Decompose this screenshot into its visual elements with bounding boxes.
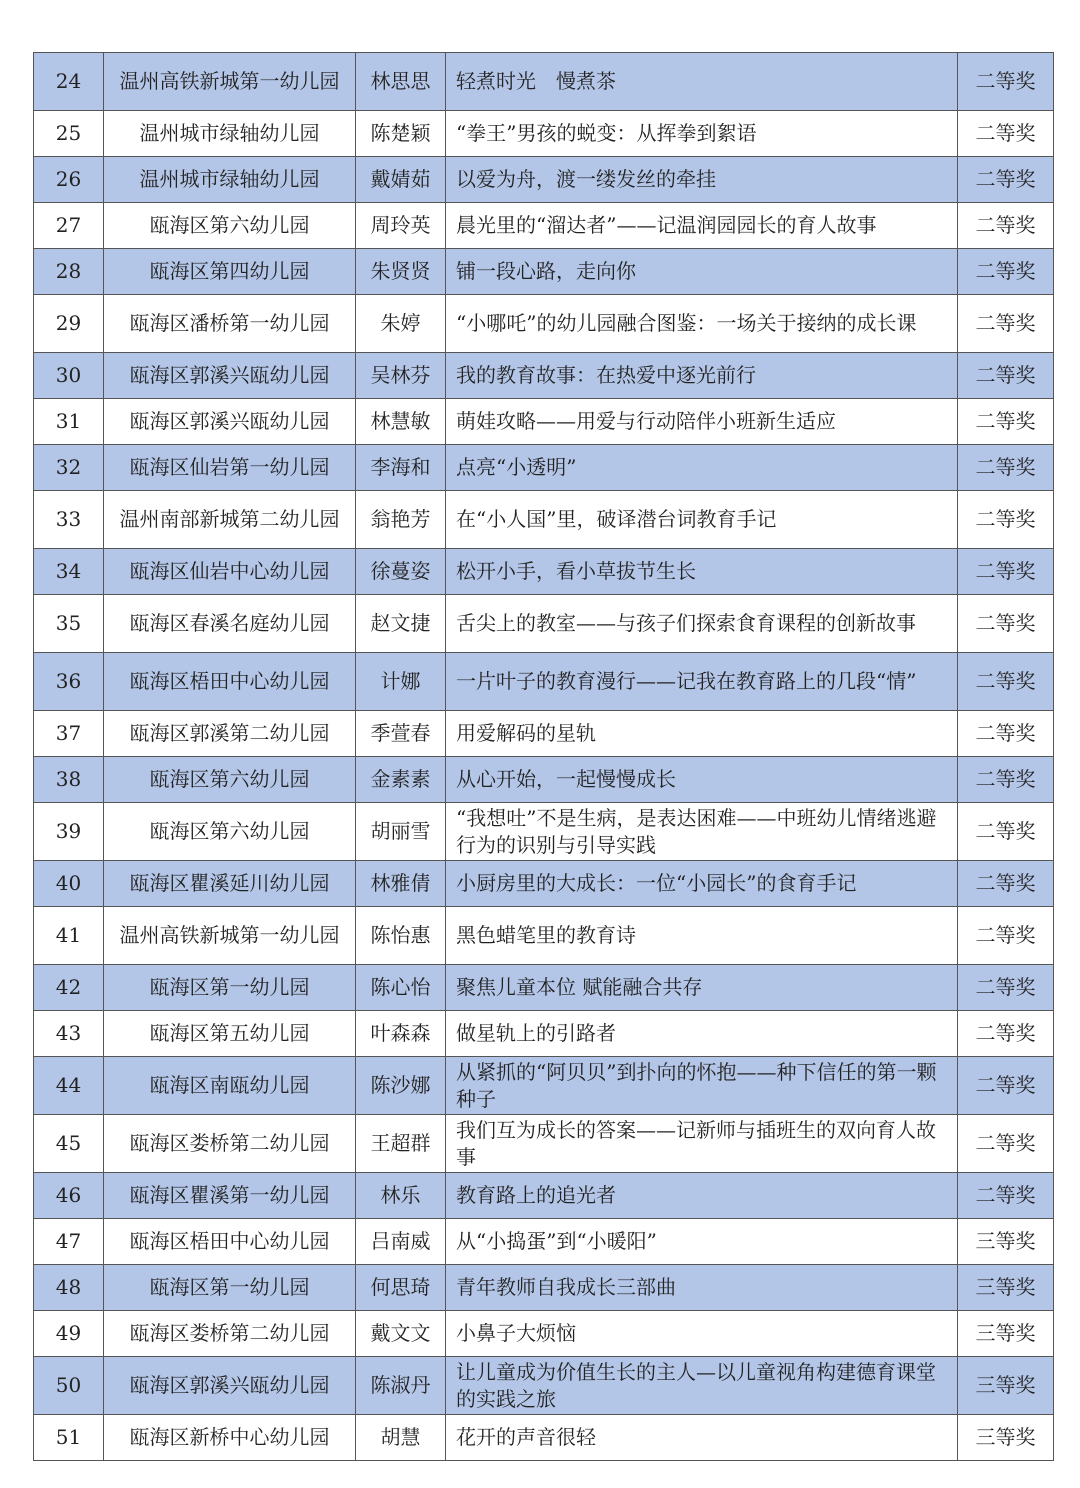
teacher-name: 林慧敏 xyxy=(356,399,446,445)
table-row xyxy=(34,1265,1054,1311)
teacher-name: 陈心怡 xyxy=(356,965,446,1011)
story-title: 以爱为舟，渡一缕发丝的牵挂 xyxy=(446,157,958,203)
school-name: 瓯海区第一幼儿园 xyxy=(104,1265,356,1311)
award-level: 三等奖 xyxy=(958,1311,1054,1357)
row-number: 43 xyxy=(34,1011,104,1057)
row-number: 26 xyxy=(34,157,104,203)
table-row xyxy=(34,1415,1054,1461)
table-row xyxy=(34,711,1054,757)
awards-table-body xyxy=(34,53,1054,1461)
table-row xyxy=(34,595,1054,653)
school-name: 瓯海区仙岩中心幼儿园 xyxy=(104,549,356,595)
row-number: 27 xyxy=(34,203,104,249)
teacher-name: 陈楚颖 xyxy=(356,111,446,157)
row-number: 28 xyxy=(34,249,104,295)
story-title: 轻煮时光 慢煮茶 xyxy=(446,53,958,111)
teacher-name: 吴林芬 xyxy=(356,353,446,399)
story-title: 用爱解码的星轨 xyxy=(446,711,958,757)
story-title: 一片叶子的教育漫行——记我在教育路上的几段“情” xyxy=(446,653,958,711)
story-title: 铺一段心路，走向你 xyxy=(446,249,958,295)
award-level: 二等奖 xyxy=(958,595,1054,653)
story-title: “我想吐”不是生病，是表达困难——中班幼儿情绪逃避行为的识别与引导实践 xyxy=(446,803,958,861)
award-level: 二等奖 xyxy=(958,295,1054,353)
school-name: 瓯海区郭溪兴瓯幼儿园 xyxy=(104,1357,356,1415)
school-name: 瓯海区南瓯幼儿园 xyxy=(104,1057,356,1115)
row-number: 29 xyxy=(34,295,104,353)
teacher-name: 戴婧茹 xyxy=(356,157,446,203)
award-level: 二等奖 xyxy=(958,445,1054,491)
table-row xyxy=(34,445,1054,491)
table-row xyxy=(34,1173,1054,1219)
row-number: 31 xyxy=(34,399,104,445)
row-number: 35 xyxy=(34,595,104,653)
teacher-name: 林思思 xyxy=(356,53,446,111)
table-row xyxy=(34,491,1054,549)
table-row xyxy=(34,965,1054,1011)
award-level: 二等奖 xyxy=(958,491,1054,549)
story-title: 从“小捣蛋”到“小暖阳” xyxy=(446,1219,958,1265)
row-number: 46 xyxy=(34,1173,104,1219)
awards-table xyxy=(33,52,1054,1461)
teacher-name: 周玲英 xyxy=(356,203,446,249)
award-level: 二等奖 xyxy=(958,1115,1054,1173)
row-number: 47 xyxy=(34,1219,104,1265)
teacher-name: 计娜 xyxy=(356,653,446,711)
award-level: 三等奖 xyxy=(958,1357,1054,1415)
award-level: 三等奖 xyxy=(958,1219,1054,1265)
award-level: 二等奖 xyxy=(958,157,1054,203)
teacher-name: 季萱春 xyxy=(356,711,446,757)
school-name: 瓯海区梧田中心幼儿园 xyxy=(104,653,356,711)
school-name: 瓯海区第一幼儿园 xyxy=(104,965,356,1011)
award-level: 二等奖 xyxy=(958,249,1054,295)
row-number: 45 xyxy=(34,1115,104,1173)
school-name: 瓯海区娄桥第二幼儿园 xyxy=(104,1311,356,1357)
story-title: 松开小手，看小草拔节生长 xyxy=(446,549,958,595)
teacher-name: 王超群 xyxy=(356,1115,446,1173)
row-number: 32 xyxy=(34,445,104,491)
school-name: 温州城市绿轴幼儿园 xyxy=(104,111,356,157)
teacher-name: 何思琦 xyxy=(356,1265,446,1311)
school-name: 瓯海区仙岩第一幼儿园 xyxy=(104,445,356,491)
teacher-name: 陈沙娜 xyxy=(356,1057,446,1115)
teacher-name: 陈怡惠 xyxy=(356,907,446,965)
school-name: 瓯海区郭溪兴瓯幼儿园 xyxy=(104,399,356,445)
table-row xyxy=(34,1219,1054,1265)
school-name: 瓯海区第六幼儿园 xyxy=(104,803,356,861)
story-title: 萌娃攻略——用爱与行动陪伴小班新生适应 xyxy=(446,399,958,445)
story-title: 舌尖上的教室——与孩子们探索食育课程的创新故事 xyxy=(446,595,958,653)
school-name: 瓯海区潘桥第一幼儿园 xyxy=(104,295,356,353)
school-name: 瓯海区梧田中心幼儿园 xyxy=(104,1219,356,1265)
school-name: 温州南部新城第二幼儿园 xyxy=(104,491,356,549)
award-level: 二等奖 xyxy=(958,1057,1054,1115)
award-level: 二等奖 xyxy=(958,653,1054,711)
table-row xyxy=(34,1357,1054,1415)
row-number: 30 xyxy=(34,353,104,399)
table-row xyxy=(34,1011,1054,1057)
teacher-name: 赵文捷 xyxy=(356,595,446,653)
table-row xyxy=(34,295,1054,353)
teacher-name: 徐蔓姿 xyxy=(356,549,446,595)
table-row xyxy=(34,907,1054,965)
school-name: 瓯海区第四幼儿园 xyxy=(104,249,356,295)
story-title: 教育路上的追光者 xyxy=(446,1173,958,1219)
school-name: 瓯海区第六幼儿园 xyxy=(104,757,356,803)
row-number: 41 xyxy=(34,907,104,965)
story-title: 小鼻子大烦恼 xyxy=(446,1311,958,1357)
story-title: 青年教师自我成长三部曲 xyxy=(446,1265,958,1311)
award-level: 二等奖 xyxy=(958,353,1054,399)
story-title: 聚焦儿童本位 赋能融合共存 xyxy=(446,965,958,1011)
school-name: 瓯海区第五幼儿园 xyxy=(104,1011,356,1057)
award-level: 二等奖 xyxy=(958,803,1054,861)
row-number: 38 xyxy=(34,757,104,803)
row-number: 51 xyxy=(34,1415,104,1461)
table-row xyxy=(34,203,1054,249)
award-level: 二等奖 xyxy=(958,1173,1054,1219)
story-title: 从心开始，一起慢慢成长 xyxy=(446,757,958,803)
table-row xyxy=(34,353,1054,399)
story-title: 我的教育故事：在热爱中逐光前行 xyxy=(446,353,958,399)
story-title: 从紧抓的“阿贝贝”到扑向的怀抱——种下信任的第一颗种子 xyxy=(446,1057,958,1115)
award-level: 二等奖 xyxy=(958,711,1054,757)
award-level: 二等奖 xyxy=(958,399,1054,445)
table-row xyxy=(34,249,1054,295)
row-number: 40 xyxy=(34,861,104,907)
school-name: 瓯海区娄桥第二幼儿园 xyxy=(104,1115,356,1173)
row-number: 24 xyxy=(34,53,104,111)
teacher-name: 叶森森 xyxy=(356,1011,446,1057)
school-name: 瓯海区新桥中心幼儿园 xyxy=(104,1415,356,1461)
award-level: 二等奖 xyxy=(958,965,1054,1011)
teacher-name: 朱婷 xyxy=(356,295,446,353)
award-level: 二等奖 xyxy=(958,757,1054,803)
award-level: 二等奖 xyxy=(958,907,1054,965)
story-title: “小哪吒”的幼儿园融合图鉴：一场关于接纳的成长课 xyxy=(446,295,958,353)
school-name: 瓯海区春溪名庭幼儿园 xyxy=(104,595,356,653)
table-row xyxy=(34,803,1054,861)
school-name: 瓯海区郭溪第二幼儿园 xyxy=(104,711,356,757)
story-title: 点亮“小透明” xyxy=(446,445,958,491)
teacher-name: 林雅倩 xyxy=(356,861,446,907)
row-number: 39 xyxy=(34,803,104,861)
teacher-name: 胡慧 xyxy=(356,1415,446,1461)
school-name: 瓯海区瞿溪第一幼儿园 xyxy=(104,1173,356,1219)
award-level: 二等奖 xyxy=(958,53,1054,111)
school-name: 瓯海区郭溪兴瓯幼儿园 xyxy=(104,353,356,399)
table-row xyxy=(34,399,1054,445)
story-title: 晨光里的“溜达者”——记温润园园长的育人故事 xyxy=(446,203,958,249)
teacher-name: 金素素 xyxy=(356,757,446,803)
row-number: 25 xyxy=(34,111,104,157)
table-row xyxy=(34,757,1054,803)
table-row xyxy=(34,53,1054,111)
table-row xyxy=(34,1311,1054,1357)
story-title: 让儿童成为价值生长的主人—以儿童视角构建德育课堂的实践之旅 xyxy=(446,1357,958,1415)
story-title: 做星轨上的引路者 xyxy=(446,1011,958,1057)
row-number: 34 xyxy=(34,549,104,595)
award-level: 二等奖 xyxy=(958,1011,1054,1057)
teacher-name: 戴文文 xyxy=(356,1311,446,1357)
award-level: 三等奖 xyxy=(958,1265,1054,1311)
teacher-name: 朱贤贤 xyxy=(356,249,446,295)
award-level: 二等奖 xyxy=(958,861,1054,907)
story-title: 小厨房里的大成长：一位“小园长”的食育手记 xyxy=(446,861,958,907)
row-number: 33 xyxy=(34,491,104,549)
teacher-name: 吕南威 xyxy=(356,1219,446,1265)
row-number: 49 xyxy=(34,1311,104,1357)
award-level: 二等奖 xyxy=(958,549,1054,595)
row-number: 42 xyxy=(34,965,104,1011)
school-name: 瓯海区瞿溪延川幼儿园 xyxy=(104,861,356,907)
table-row xyxy=(34,549,1054,595)
school-name: 温州高铁新城第一幼儿园 xyxy=(104,53,356,111)
story-title: “拳王”男孩的蜕变：从挥拳到絮语 xyxy=(446,111,958,157)
table-row xyxy=(34,157,1054,203)
teacher-name: 陈淑丹 xyxy=(356,1357,446,1415)
row-number: 37 xyxy=(34,711,104,757)
teacher-name: 胡丽雪 xyxy=(356,803,446,861)
row-number: 48 xyxy=(34,1265,104,1311)
row-number: 44 xyxy=(34,1057,104,1115)
row-number: 50 xyxy=(34,1357,104,1415)
story-title: 在“小人国”里，破译潜台词教育手记 xyxy=(446,491,958,549)
teacher-name: 林乐 xyxy=(356,1173,446,1219)
story-title: 花开的声音很轻 xyxy=(446,1415,958,1461)
table-row xyxy=(34,111,1054,157)
school-name: 温州城市绿轴幼儿园 xyxy=(104,157,356,203)
row-number: 36 xyxy=(34,653,104,711)
teacher-name: 李海和 xyxy=(356,445,446,491)
award-level: 二等奖 xyxy=(958,111,1054,157)
table-row xyxy=(34,861,1054,907)
award-level: 二等奖 xyxy=(958,203,1054,249)
school-name: 温州高铁新城第一幼儿园 xyxy=(104,907,356,965)
story-title: 黑色蜡笔里的教育诗 xyxy=(446,907,958,965)
story-title: 我们互为成长的答案——记新师与插班生的双向育人故事 xyxy=(446,1115,958,1173)
table-row xyxy=(34,653,1054,711)
teacher-name: 翁艳芳 xyxy=(356,491,446,549)
school-name: 瓯海区第六幼儿园 xyxy=(104,203,356,249)
table-row xyxy=(34,1115,1054,1173)
award-level: 三等奖 xyxy=(958,1415,1054,1461)
table-row xyxy=(34,1057,1054,1115)
